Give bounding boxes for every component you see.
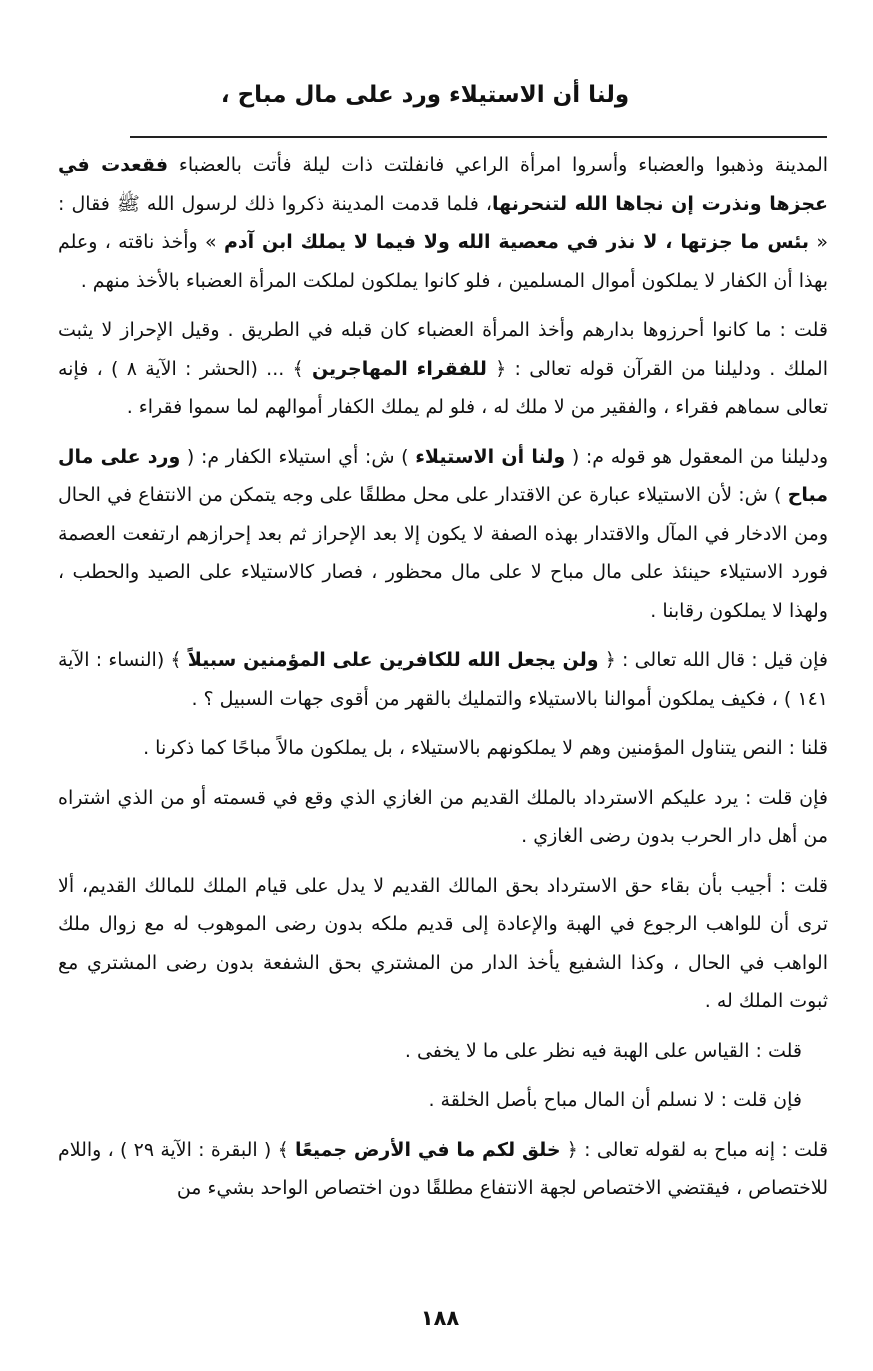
text-segment: ﴾ ... (الحشر : الآية ٨ ) ، فإنه تعالى سماهم فقراء ، والفقير من لا ملك له ، فلو لم يملك الكفار أموالهم لما سموا فقراء . bbox=[58, 357, 828, 418]
text-segment: قلت : أجيب بأن بقاء حق الاسترداد بحق المالك القديم لا يدل على قيام الملك للمالك القديم، ألا ترى أن للواهب الرجوع في الهبة والإعادة إلى قديم ملكه بدون رضى الموهوب له مع زوال ملك الواهب في الحال ، وكذا الشفيع يأخذ الدار من المشتري بحق الشفعة بدون رضى المشتري مع ثبوت الملك له . bbox=[58, 874, 828, 1012]
paragraph bbox=[58, 641, 828, 718]
text-segment: ) ش: لأن الاستيلاء عبارة عن الاقتدار على محل مطلقًا على وجه يتمكن من الانتفاع في الحال ومن الادخار في المآل والاقتدار بهذه الصفة لا يكون إلا بعد الإحراز ثم بعد إحرازهم ارتفعت العصمة فورد الاستيلاء حينئذ على مال مباح لا على مال محظور ، فصار كالاستيلاء على الصيد والحطب ، ولهذا لا يملكون رقابنا . bbox=[58, 484, 828, 622]
text-segment: » وأخذ ناقته ، وعلم بهذا أن الكفار لا يملكون أموال المسلمين ، فلو كانوا يملكون لملكت المرأة العضباء بالأخذ منهم . bbox=[58, 231, 828, 292]
text-segment: ﴾ ( البقرة : الآية ٢٩ ) ، واللام للاختصاص ، فيقتضي الاختصاص لجهة الانتفاع مطلقًا دون اختصاص الواحد بشيء من bbox=[58, 1138, 828, 1199]
text-segment: قلت : إنه مباح به لقوله تعالى : ﴿ bbox=[560, 1138, 829, 1161]
text-segment: ﴾ (النساء : الآية ١٤١ ) ، فكيف يملكون أموالنا بالاستيلاء والتمليك بالقهر من أقوى جهات السبيل ؟ . bbox=[58, 649, 828, 710]
text-segment: ) ش: أي استيلاء الكفار م: ( bbox=[180, 445, 416, 468]
text-segment: المدينة وذهبوا والعضباء وأسروا امرأة الراعي فانفلتت ذات ليلة فأتت بالعضباء bbox=[168, 154, 829, 176]
text-segment: فإن قلت : يرد عليكم الاسترداد بالملك القديم من الغازي الذي وقع في قسمته أو من الذي اشتراه من أهل دار الحرب بدون رضى الغازي . bbox=[58, 786, 828, 847]
page-number: ١٨٨ bbox=[420, 1306, 460, 1330]
body-text bbox=[58, 146, 828, 1219]
paragraph bbox=[58, 779, 828, 856]
text-segment: قلت : ما كانوا أحرزوها بدارهم وأخذ المرأة العضباء كان قبله في الطريق . وقيل الإحراز لا يثبت الملك . ودليلنا من القرآن قوله تعالى : ﴿ bbox=[58, 319, 828, 380]
bold-text-segment: ولنا أن الاستيلاء bbox=[415, 445, 566, 468]
text-segment: ، فلما قدمت المدينة ذكروا ذلك لرسول الله ﷺ فقال : « bbox=[58, 192, 829, 253]
bold-text-segment: ولن يجعل الله للكافرين على المؤمنين سبيلاً bbox=[187, 649, 599, 671]
bold-text-segment: للفقراء المهاجرين bbox=[311, 357, 487, 380]
paragraph bbox=[58, 1032, 828, 1071]
header-rule bbox=[130, 136, 827, 138]
text-segment: ودليلنا من المعقول هو قوله م: ( bbox=[565, 445, 829, 468]
text-segment: فإن قلت : لا نسلم أن المال مباح بأصل الخلقة . bbox=[428, 1089, 802, 1111]
paragraph bbox=[58, 438, 828, 631]
bold-text-segment: بئس ما جزتها ، لا نذر في معصية الله ولا فيما لا يملك ابن آدم bbox=[223, 231, 810, 253]
bold-text-segment: ورد على مال مباح bbox=[58, 445, 828, 506]
bold-text-segment: خلق لكم ما في الأرض جميعًا bbox=[294, 1138, 561, 1161]
text-segment: فإن قيل : قال الله تعالى : ﴿ bbox=[598, 649, 828, 671]
paragraph bbox=[58, 1081, 828, 1120]
paragraph bbox=[58, 729, 828, 768]
paragraph bbox=[58, 1131, 828, 1208]
running-title: ولنا أن الاستيلاء ورد على مال مباح ، bbox=[220, 82, 630, 108]
text-segment: قلت : القياس على الهبة فيه نظر على ما لا يخفى . bbox=[404, 1039, 802, 1062]
bold-text-segment: فقعدت في عجزها ونذرت إن نجاها الله لتنحرنها bbox=[58, 154, 828, 215]
paragraph bbox=[58, 867, 828, 1021]
paragraph bbox=[58, 146, 828, 300]
paragraph bbox=[58, 311, 828, 427]
text-segment: قلنا : النص يتناول المؤمنين وهم لا يملكونهم بالاستيلاء ، بل يملكون مالاً مباحًا كما ذكرنا . bbox=[143, 737, 828, 759]
